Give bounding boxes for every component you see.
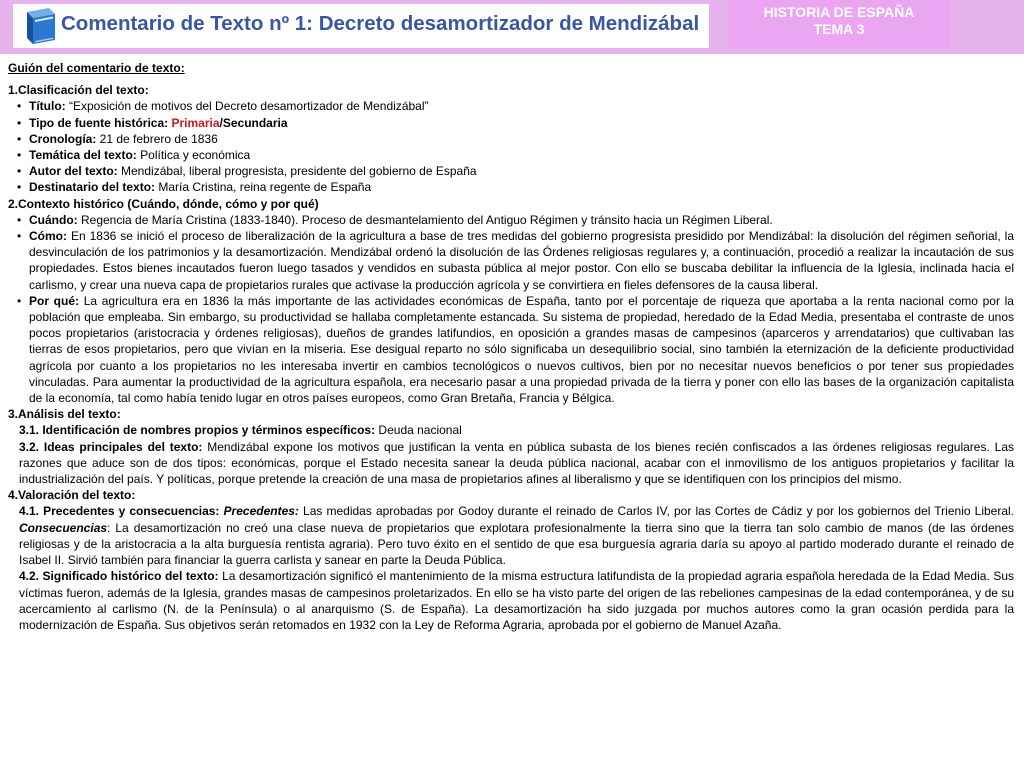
page-title: Comentario de Texto nº 1: Decreto desamortizador de Mendizábal (61, 12, 700, 35)
item-3-1: 3.1. Identificación de nombres propios y términos específicos: Deuda nacional (19, 423, 462, 438)
item-3-2: 3.2. Ideas principales del texto: Mendizábal expone los motivos que justifican la venta en pública subasta de los bienes recién confiscados a las órdenes religiosas regulares. Las razones que aduce son de dos tipos: económicas, porque el Estado necesita sanear la deuda pública nacional, acabar con el inmovilismo de los antiguos propietarios y facilitar la industrialización del país. Y políticas, porque pretende la creación de una masa de propietarios afines al liberalismo y que se identifiquen con los principios del mismo. (19, 439, 1014, 487)
item-destinatario: • Destinatario del texto: María Cristina, reina regente de España (8, 179, 1014, 195)
item-titulo: • Título: “Exposición de motivos del Decreto desamortizador de Mendizábal” (8, 98, 1014, 114)
item-por-que: • Por qué: La agricultura era en 1836 la más importante de las actividades económicas de España, tanto por el porcentaje de riqueza que aportaba a la renta nacional como por la población que empleaba. Sin embargo, su productividad se hallaba completamente estancada. Su sistema de propiedad, heredado de la Edad Media, presentaba el contraste de unos pocos propietarios (aristocracia y órdenes religiosas), dueños de grandes latifundios, en oposición a grandes masas de campesinos (aparceros y arrendatarios) que cultivaban las tierras de esos propietarios, pero que vivían en la miseria. Ese desigual reparto no sólo significaba un desequilibrio social, sino también la eternización de la deficiente productividad agrícola por cuanto a los propietarios no les interesaba invertir en cambios tecnológicos o nuevos cultivos, bien por no necesitar nuevos beneficios o por tener sus propiedades vinculadas. Para aumentar la productividad de la agricultura española, era necesario pasar a una propiedad privada de la tierra y poner con ello las bases de la organización capitalista de la economía, tal como había tenido lugar en otros países europeos, como Gran Bretaña, Francia y Bélgica. (8, 293, 1014, 406)
title-box (13, 4, 709, 48)
item-4-1: 4.1. Precedentes y consecuencias: Precedentes: Las medidas aprobadas por Godoy durante el reinado de Carlos IV, por las Cortes de Cádiz y por los gobiernos del Trienio Liberal. Consecuencias: La desamortización no creó una clase nueva de propietarios que explotara profesionalmente la tierra sino que la tierra tan solo cambio de manos (de las órdenes religiosas y de la aristocracia a la alta burguesía rentista agraria). Pero tuvo éxito en el sentido de que esa burguesía agraria daría su apoyo al partido moderado durante el reinado de Isabel II. Sirvió también para financiar la guerra carlista y sanear en parte la Deuda Pública. (19, 504, 1014, 568)
subject-topic: TEMA 3 (813, 21, 865, 37)
subject-name: HISTORIA DE ESPAÑA (763, 4, 915, 20)
item-como: • Cómo: En 1836 se inició el proceso de liberalización de la agricultura a base de tres medidas del gobierno progresista presidido por Mendizábal: la disolución del régimen señorial, la desvinculación de los patrimonios y la desamortización. Mendizábal ordenó la disolución de las Órdenes religiosas regulares y, a continuación, procedió a realizar la incautación de sus propiedades. Estos bienes incautados fueron luego tasados y vendidos en subasta pública al mejor postor. Con ello se buscaba debilitar la influencia de la Iglesia, inclinada hacia el carlismo, y crear una nueva capa de propietarios rurales que activase la producción agrícola y se convirtiera en fieles defensores de la causa liberal. (8, 228, 1014, 293)
item-tipo-fuente: • Tipo de fuente histórica: Primaria/Secundaria (8, 115, 1014, 131)
book-icon (23, 6, 59, 46)
section-4-heading: 4.Valoración del texto: (8, 488, 136, 503)
item-cronologia: • Cronología: 21 de febrero de 1836 (8, 131, 1014, 147)
item-cuando: • Cuándo: Regencia de María Cristina (1833-1840). Proceso de desmantelamiento del Antiguo Régimen y tránsito hacia un Régimen Liberal. (8, 212, 1014, 228)
guion-heading: Guión del comentario de texto: (8, 61, 185, 75)
section-1-heading: 1.Clasificación del texto: (8, 83, 149, 98)
item-autor: • Autor del texto: Mendizábal, liberal progresista, presidente del gobierno de España (8, 163, 1014, 179)
section-3-heading: 3.Análisis del texto: (8, 407, 121, 422)
subject-badge (728, 0, 950, 48)
item-tematica: • Temática del texto: Política y económica (8, 147, 1014, 163)
commentary-body (8, 60, 1014, 633)
item-4-2: 4.2. Significado histórico del texto: La desamortización significó el mantenimiento de la misma estructura latifundista de la propiedad agraria española heredada de la Edad Media. Sus víctimas fueron, además de la Iglesia, grandes masas de campesinos proletarizados. En ello se ha visto parte del origen de las rebeliones campesinas de la edad contemporánea, y de su acercamiento al carlismo (N. de la Península) o al anarquismo (S. de España). La desamortización ha sido juzgada por muchos autores como la gran ocasión perdida para la modernización de España. Sus objetivos serán retomados en 1932 con la Ley de Reforma Agraria, aprobada por el gobierno de Manuel Azaña. (19, 569, 1014, 632)
section-2-heading: 2.Contexto histórico (Cuándo, dónde, cómo y por qué) (8, 196, 319, 211)
